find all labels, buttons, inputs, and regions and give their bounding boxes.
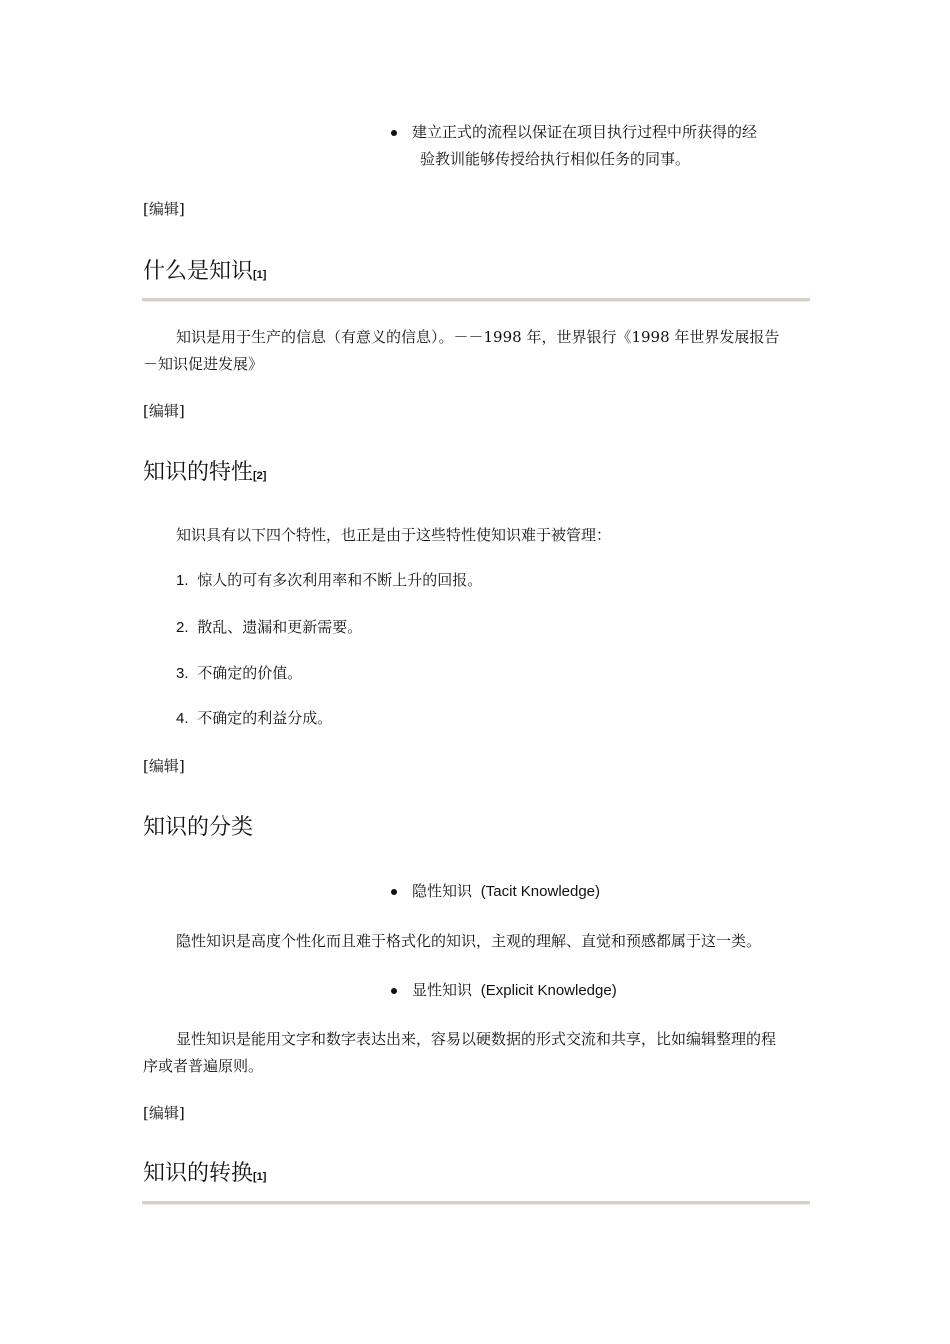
bullet-text-cn: 隐性知识 xyxy=(412,882,473,900)
paragraph-tacit: 隐性知识是高度个性化而且难于格式化的知识，主观的理解、直觉和预感都属于这一类。 xyxy=(176,932,762,950)
bullet-text-en: (Tacit Knowledge) xyxy=(480,883,601,900)
list-item-text: 惊人的可有多次利用率和不断上升的回报。 xyxy=(197,571,483,589)
section-title-knowledge-classification: 知识的分类 xyxy=(143,815,254,840)
list-item-number: 4. xyxy=(176,710,189,727)
bullet-dot xyxy=(391,130,397,136)
section-title-text: 知识的转换 xyxy=(143,1161,254,1186)
list-item-text: 不确定的利益分成。 xyxy=(197,709,333,727)
paragraph-line: 知识是用于生产的信息（有意义的信息）。－－1998 年，世界银行《1998 年世界发展报告 xyxy=(176,328,780,346)
list-item xyxy=(176,660,302,687)
section-divider xyxy=(142,298,810,302)
list-item xyxy=(176,614,362,641)
section-title-knowledge-characteristics xyxy=(143,455,266,486)
section-divider xyxy=(142,1201,810,1205)
list-item-number: 2. xyxy=(176,619,189,636)
paragraph-line: 序或者普遍原则。 xyxy=(143,1057,264,1075)
bullet-dot xyxy=(391,988,397,994)
bullet-text-en: (Explicit Knowledge) xyxy=(480,982,617,999)
bullet-dot xyxy=(391,889,397,895)
edit-link[interactable]: [编辑] xyxy=(143,402,185,420)
edit-link[interactable]: [编辑] xyxy=(143,757,185,775)
paragraph-intro: 知识具有以下四个特性，也正是由于这些特性使知识难于被管理： xyxy=(176,526,612,544)
bullet-text-line1: 建立正式的流程以保证在项目执行过程中所获得的经 xyxy=(412,123,758,141)
bullet-item-explicit xyxy=(412,977,617,1004)
bullet-item-tacit xyxy=(412,878,600,905)
list-item-number: 1. xyxy=(176,572,189,589)
section-title-text: 什么是知识 xyxy=(143,259,254,284)
list-item-number: 3. xyxy=(176,665,189,682)
list-item xyxy=(176,567,482,594)
list-item-text: 不确定的价值。 xyxy=(197,664,303,682)
reference-link[interactable]: [1] xyxy=(253,1171,267,1183)
list-item xyxy=(176,705,332,732)
paragraph-line: －知识促进发展》 xyxy=(143,355,264,373)
reference-link[interactable]: [2] xyxy=(253,470,267,482)
section-title-knowledge-conversion xyxy=(143,1156,266,1187)
list-item-text: 散乱、遗漏和更新需要。 xyxy=(197,618,363,636)
edit-link[interactable]: [编辑] xyxy=(143,200,185,218)
bullet-text-cn: 显性知识 xyxy=(412,981,473,999)
bullet-text-line2: 验教训能够传授给执行相似任务的同事。 xyxy=(420,150,691,168)
reference-link[interactable]: [1] xyxy=(253,269,267,281)
edit-link[interactable]: [编辑] xyxy=(143,1104,185,1122)
section-title-what-is-knowledge xyxy=(143,254,266,285)
paragraph-line: 显性知识是能用文字和数字表达出来，容易以硬数据的形式交流和共享，比如编辑整理的程 xyxy=(176,1030,777,1048)
section-title-text: 知识的特性 xyxy=(143,460,254,485)
